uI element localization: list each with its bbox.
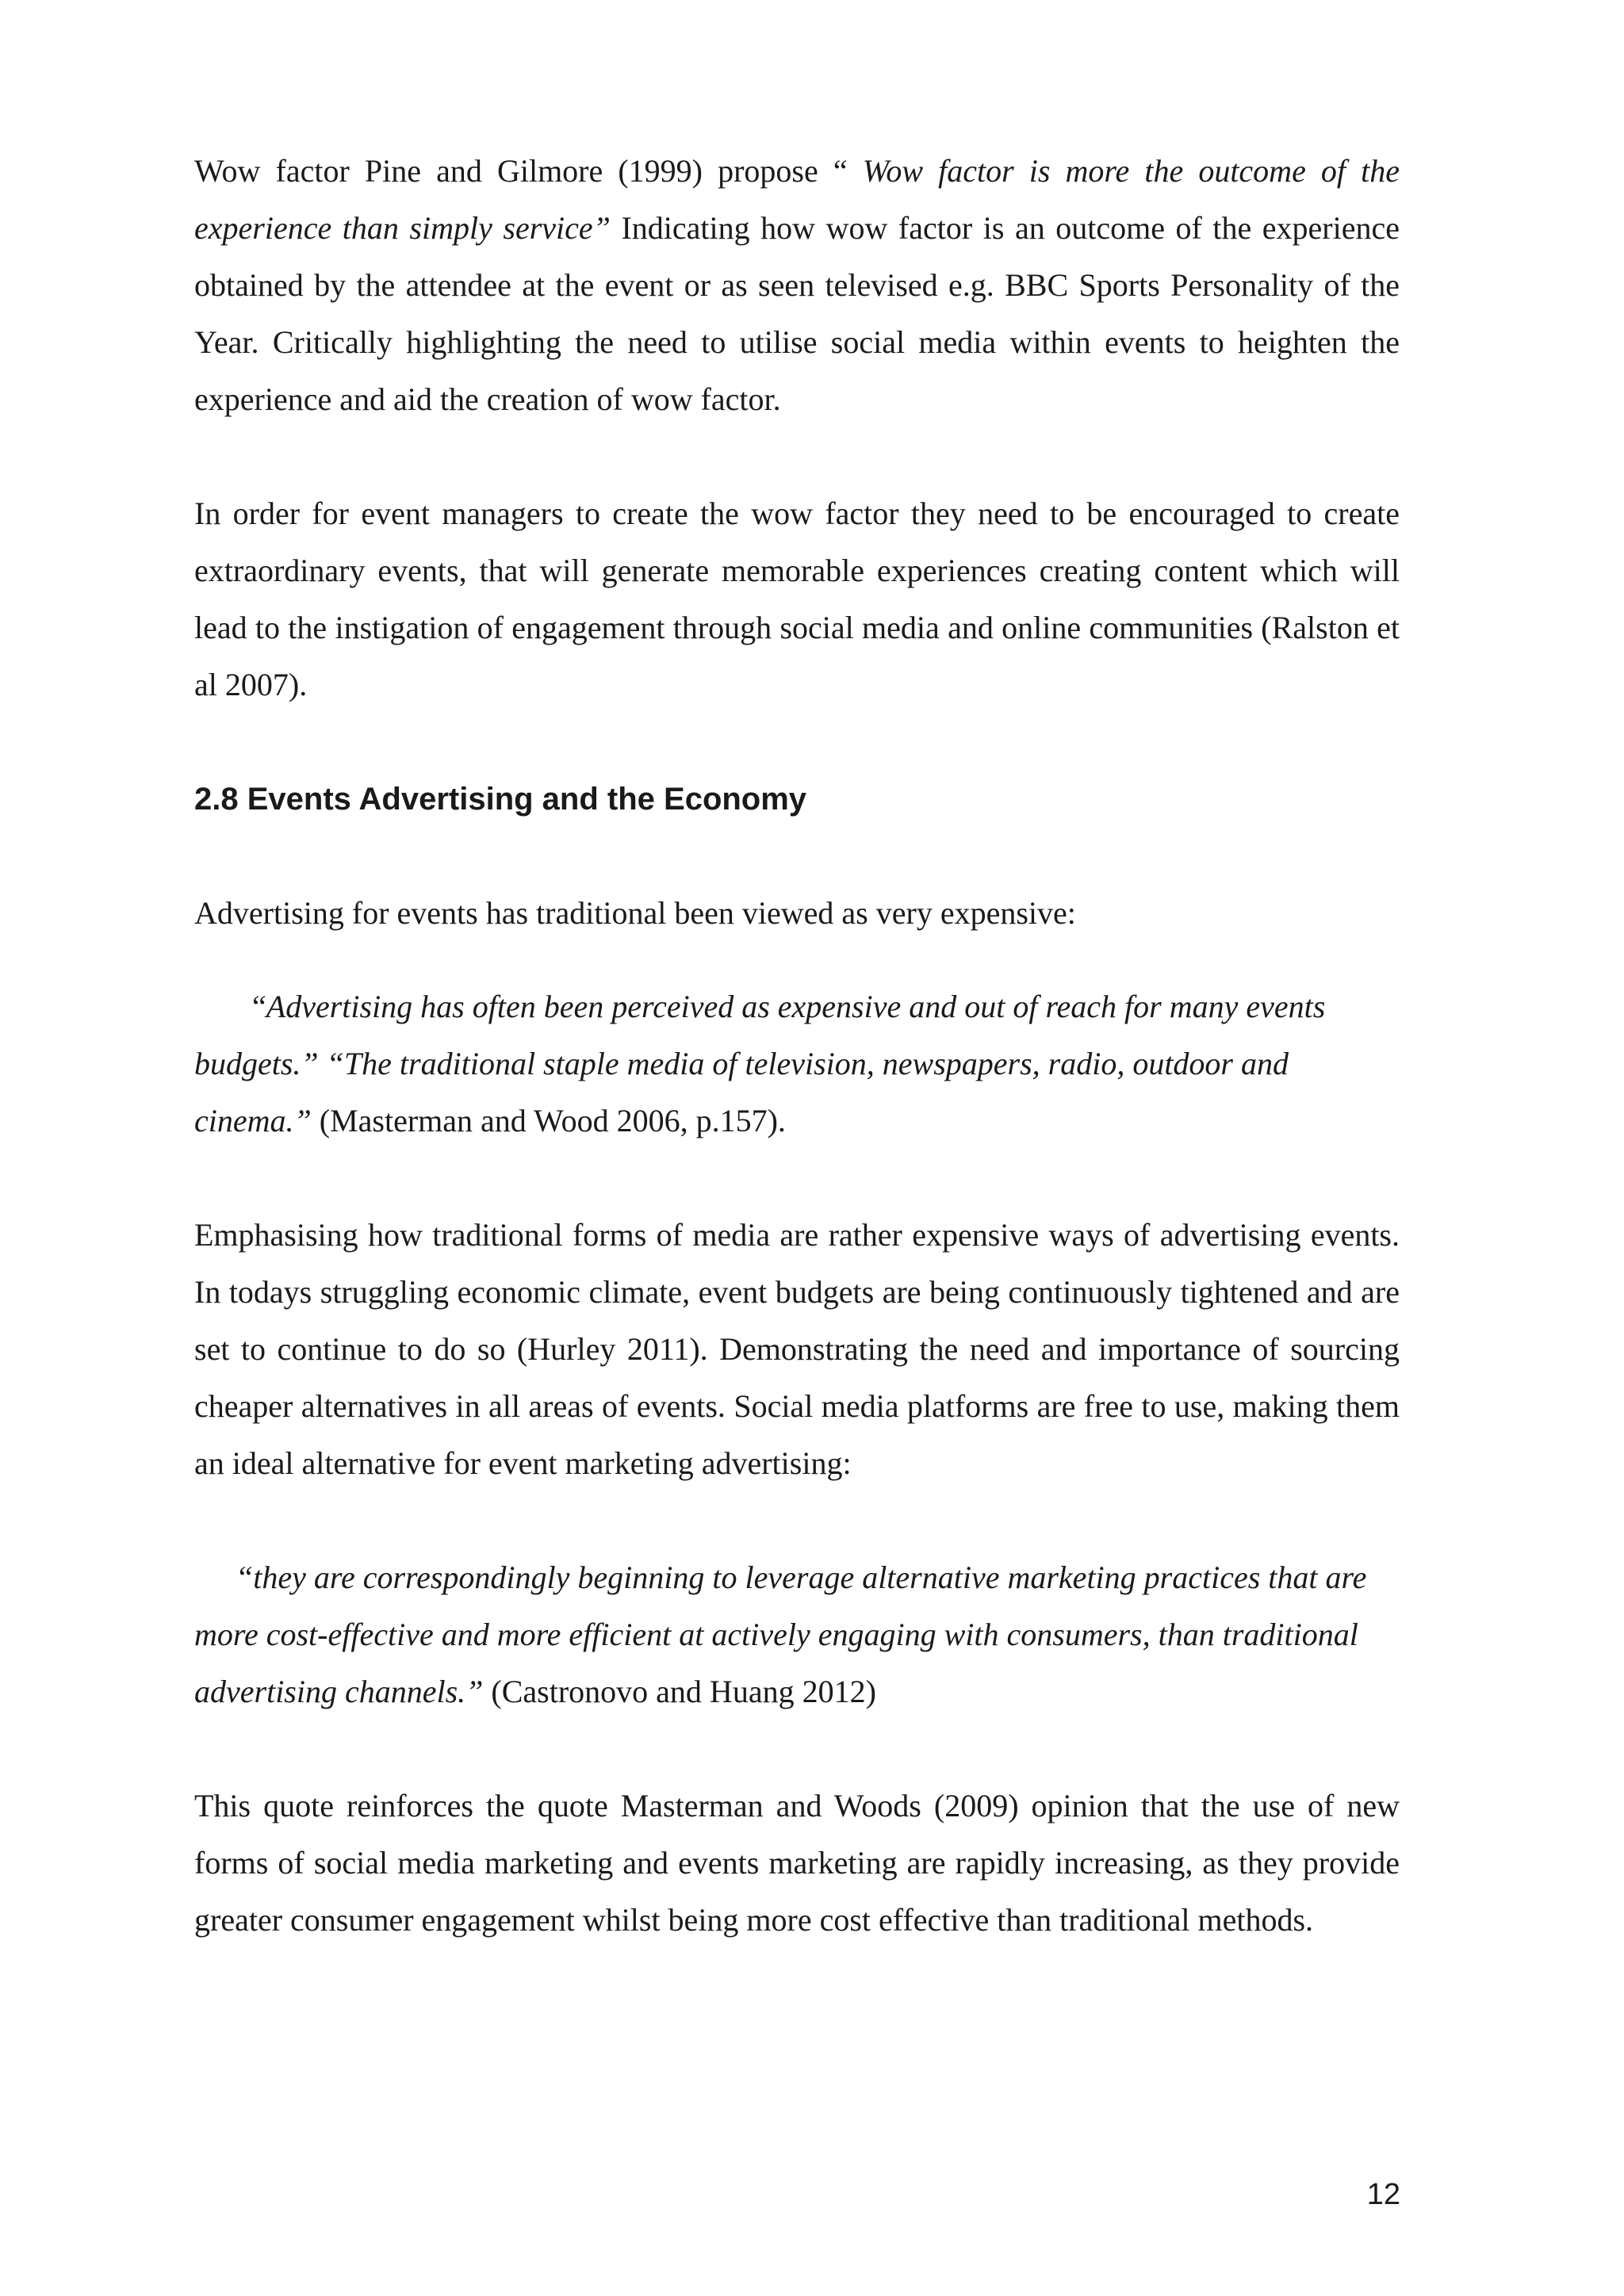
block-quote-castronovo bbox=[194, 1549, 1400, 1720]
paragraph-conclusion: This quote reinforces the quote Masterman and Woods (2009) opinion that the use of new forms of social media marketing and events marketing are rapidly increasing, as they provide greater consumer engagement whilst being more cost effective than traditional methods. bbox=[194, 1788, 1400, 1938]
block-quote-citation: (Castronovo and Huang 2012) bbox=[483, 1674, 876, 1709]
paragraph-wow-factor bbox=[194, 143, 1400, 428]
spacer bbox=[194, 1150, 1400, 1207]
spacer bbox=[194, 1492, 1400, 1549]
paragraph-advertising-intro: Advertising for events has traditional been viewed as very expensive: bbox=[194, 895, 1076, 931]
paragraph-wow-factor-lead: Wow factor Pine and Gilmore (1999) propose “ bbox=[194, 153, 863, 189]
block-quote-masterman bbox=[194, 978, 1400, 1150]
paragraph-emphasising: Emphasising how traditional forms of media are rather expensive ways of advertising events. In todays struggling economic climate, event budgets are being continuously tightened and are set to continue to do so (Hurley 2011). Demonstrating the need and importance of sourcing cheaper alternatives in all areas of events. Social media platforms are free to use, making them an ideal alternative for event marketing advertising: bbox=[194, 1217, 1400, 1481]
block-quote-open-mark: “ bbox=[252, 989, 266, 1024]
paragraph-wow-factor-tail: Indicating how wow factor is an outcome of the experience obtained by the attendee at the event or as seen televised e.g. BBC Sports Personality of the Year. Critically highlighting the need to utilise social media within events to heighten the experience and aid the creation of wow factor. bbox=[194, 210, 1400, 417]
block-quote-citation: (Masterman and Wood 2006, p.157). bbox=[311, 1103, 786, 1138]
section-heading: 2.8 Events Advertising and the Economy bbox=[194, 782, 807, 817]
block-quote-text: “they are correspondingly beginning to leverage alternative marketing practices that are more cost-effective and more efficient at actively engaging with consumers, than traditional advertising channels.” bbox=[194, 1559, 1367, 1709]
spacer bbox=[194, 714, 1400, 771]
document-page bbox=[194, 143, 1400, 1949]
block-quote-text: Advertising has often been perceived as expensive and out of reach for many events budgets.” “The traditional staple media of television, newspapers, radio, outdoor and cinema.” bbox=[194, 989, 1326, 1138]
paragraph-event-managers: In order for event managers to create the wow factor they need to be encouraged to create extraordinary events, that will generate memorable experiences creating content which will lead to the instigation of engagement through social media and online communities (Ralston et al 2007). bbox=[194, 496, 1400, 702]
spacer bbox=[194, 1720, 1400, 1777]
page-number: 12 bbox=[1366, 2178, 1400, 2211]
spacer bbox=[194, 942, 1400, 978]
spacer bbox=[194, 428, 1400, 485]
wow-factor-quote: Wow factor is more the outcome of the experience than simply service” bbox=[194, 153, 1400, 246]
spacer bbox=[194, 828, 1400, 885]
